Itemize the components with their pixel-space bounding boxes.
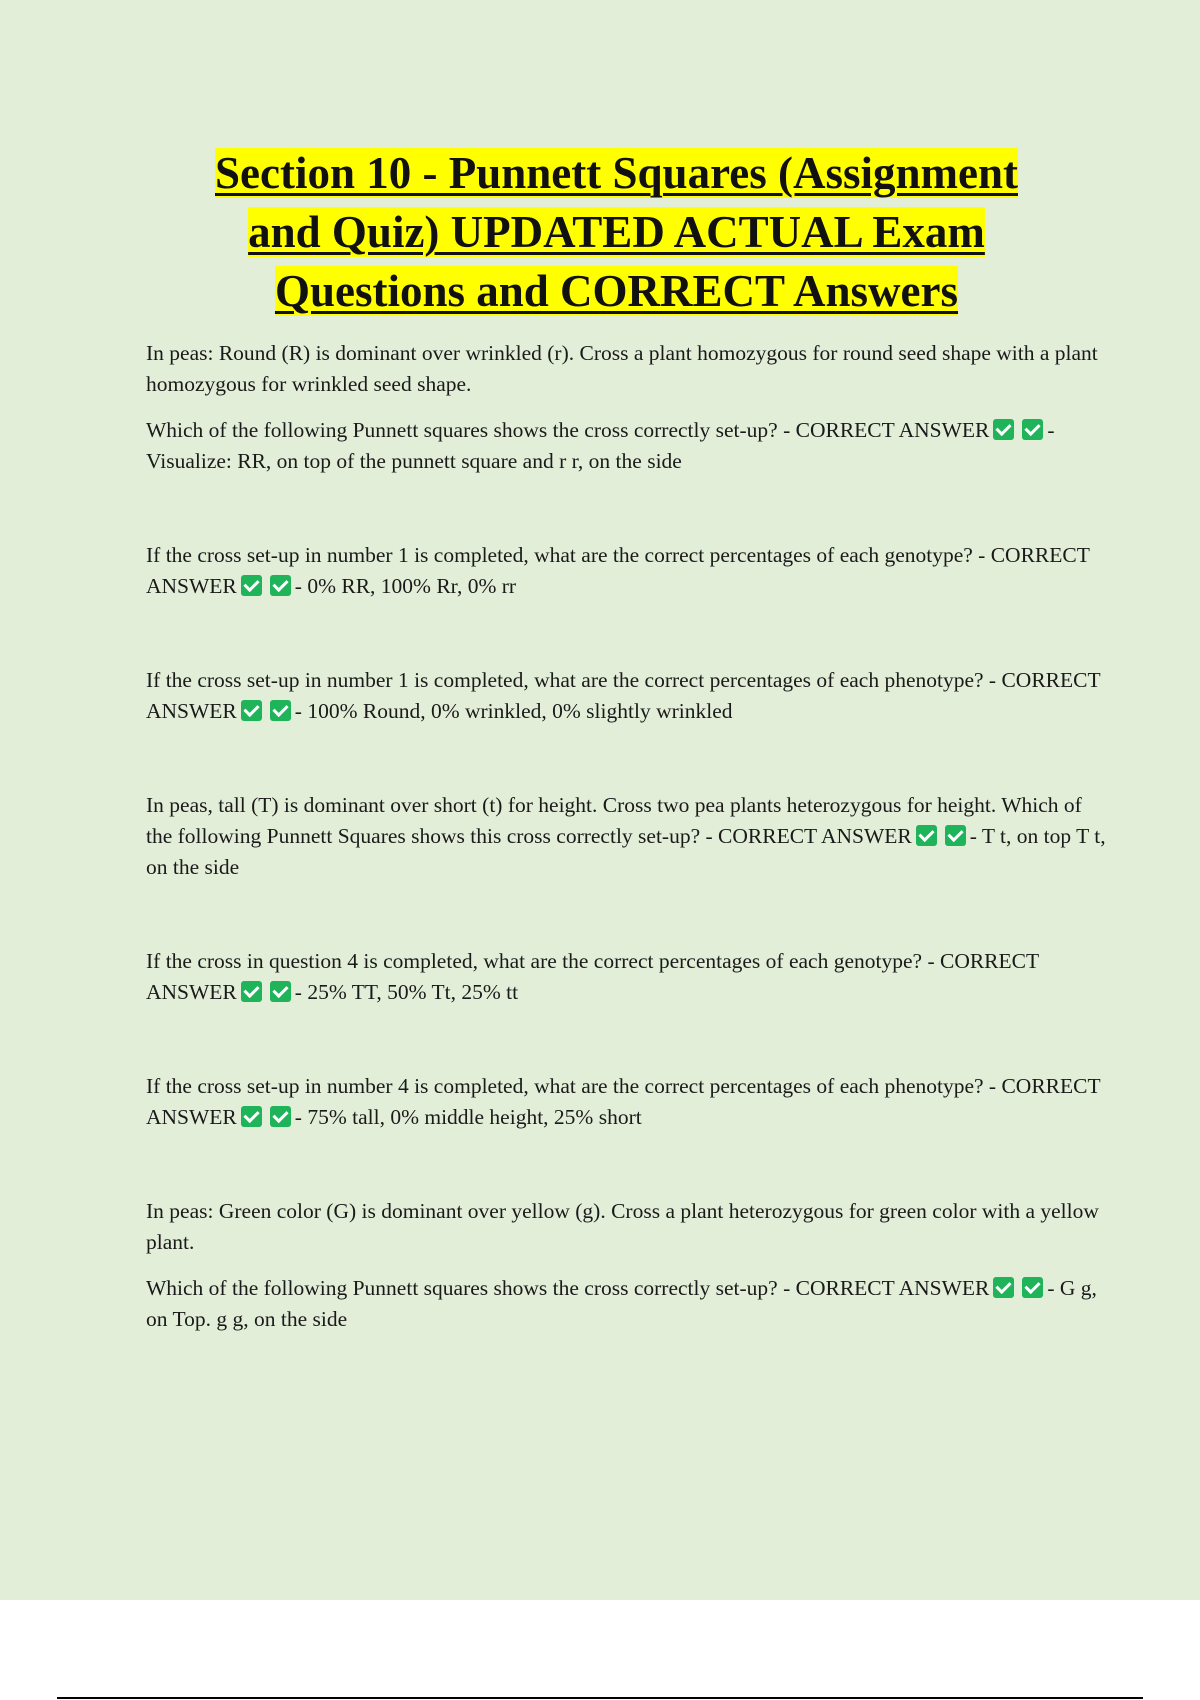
checkmark-icon — [241, 981, 262, 1002]
question-intro: In peas: Round (R) is dominant over wrinkled (r). Cross a plant homozygous for round seed shape with a plant homozygous for wrinkled seed shape. — [146, 341, 1098, 396]
answer-text: - 100% Round, 0% wrinkled, 0% slightly wrinkled — [294, 699, 733, 723]
qa-item — [146, 665, 1106, 727]
question-text: Which of the following Punnett squares shows the cross correctly set-up? - CORRECT ANSWER — [146, 1276, 990, 1300]
title-line-3: Questions and CORRECT Answers — [274, 266, 959, 316]
checkmark-icon — [241, 1106, 262, 1127]
qa-item — [146, 790, 1106, 883]
answer-text: - 25% TT, 50% Tt, 25% tt — [294, 980, 519, 1004]
checkmark-icon — [916, 825, 937, 846]
checkmark-icon — [993, 1277, 1014, 1298]
answer-text: - 0% RR, 100% Rr, 0% rr — [294, 574, 517, 598]
checkmark-icon — [270, 981, 291, 1002]
qa-item — [146, 540, 1106, 602]
question-text: In peas, tall (T) is dominant over short (t) for height. Cross two pea plants heterozygous for height. Which of the following Punnett Squares shows this cross correctly set-up? - CORRECT ANSWER — [146, 793, 1082, 848]
answer-text: - T t, on top T t, on the side — [146, 824, 1106, 879]
checkmark-icon — [270, 1106, 291, 1127]
question-text: If the cross set-up in number 4 is completed, what are the correct percentages of each phenotype? - CORRECT ANSWER — [146, 1074, 1101, 1129]
checkmark-icon — [270, 700, 291, 721]
qa-item — [146, 415, 1106, 477]
answer-text: - Visualize: RR, on top of the punnett square and r r, on the side — [146, 418, 1055, 473]
checkmark-icon — [270, 575, 291, 596]
answer-text: - 75% tall, 0% middle height, 25% short — [294, 1105, 642, 1129]
question-text: Which of the following Punnett squares shows the cross correctly set-up? - CORRECT ANSWER — [146, 418, 990, 442]
question-text: If the cross set-up in number 1 is completed, what are the correct percentages of each genotype? - CORRECT ANSWER — [146, 543, 1090, 598]
answer-text: - G g, on Top. g g, on the side — [146, 1276, 1097, 1331]
checkmark-icon — [993, 419, 1014, 440]
qa-item — [146, 946, 1106, 1008]
checkmark-icon — [241, 700, 262, 721]
title-line-1: Section 10 - Punnett Squares (Assignment — [215, 148, 1018, 198]
document-title — [120, 144, 1113, 321]
checkmark-icon — [241, 575, 262, 596]
footer-divider — [57, 1697, 1143, 1699]
title-line-2: and Quiz) UPDATED ACTUAL Exam — [248, 207, 985, 257]
checkmark-icon — [1022, 1277, 1043, 1298]
qa-item — [146, 1071, 1106, 1133]
checkmark-icon — [945, 825, 966, 846]
question-text: If the cross set-up in number 1 is completed, what are the correct percentages of each phenotype? - CORRECT ANSWER — [146, 668, 1101, 723]
qa-list — [146, 338, 1106, 1335]
question-text: If the cross in question 4 is completed, what are the correct percentages of each genotype? - CORRECT ANSWER — [146, 949, 1039, 1004]
question-intro: In peas: Green color (G) is dominant over yellow (g). Cross a plant heterozygous for green color with a yellow plant. — [146, 1199, 1099, 1254]
checkmark-icon — [1022, 419, 1043, 440]
qa-item — [146, 1273, 1106, 1335]
